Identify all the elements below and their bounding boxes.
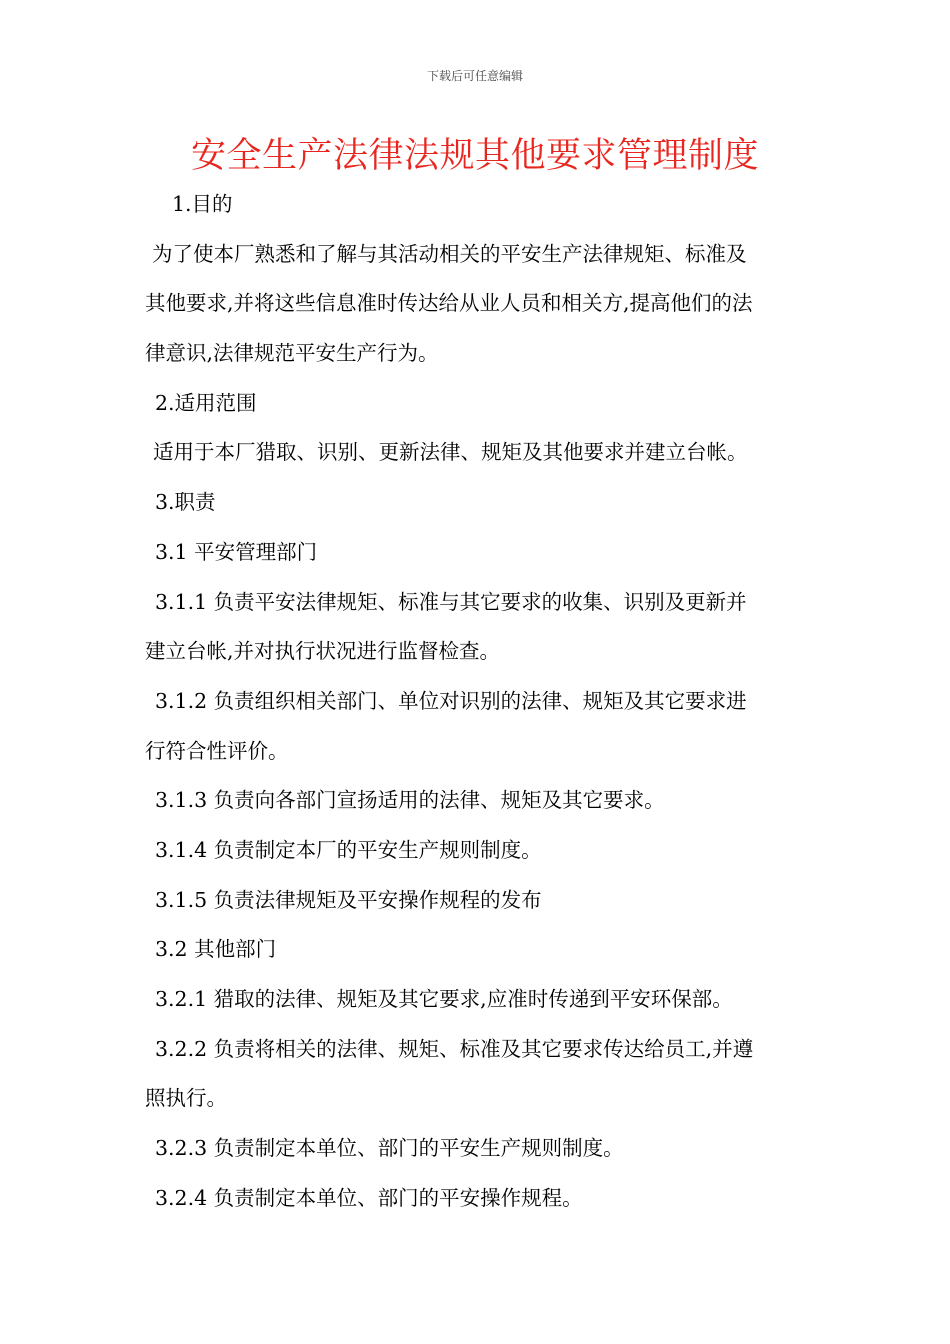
paragraph-line: 为了使本厂熟悉和了解与其活动相关的平安生产法律规矩、标准及 <box>152 241 747 266</box>
list-item: 3.1.3 负责向各部门宣扬适用的法律、规矩及其它要求。 <box>155 788 665 813</box>
paragraph-line: 建立台帐,并对执行状况进行监督检查。 <box>145 639 501 664</box>
section-heading-scope: 2.适用范围 <box>155 390 257 415</box>
list-item: 3.2.3 负责制定本单位、部门的平安生产规则制度。 <box>155 1136 624 1161</box>
section-heading-duties: 3.职责 <box>155 490 216 515</box>
list-item: 3.1.1 负责平安法律规矩、标准与其它要求的收集、识别及更新并 <box>155 589 747 614</box>
list-item: 3.1.2 负责组织相关部门、单位对识别的法律、规矩及其它要求进 <box>155 688 747 713</box>
subsection-heading: 3.1 平安管理部门 <box>155 539 318 564</box>
document-title: 安全生产法律法规其他要求管理制度 <box>190 136 759 176</box>
paragraph-line: 其他要求,并将这些信息准时传达给从业人员和相关方,提高他们的法 <box>145 291 753 316</box>
paragraph-line: 律意识,法律规范平安生产行为。 <box>145 341 439 366</box>
paragraph-line: 适用于本厂猎取、识别、更新法律、规矩及其他要求并建立台帐。 <box>153 440 748 465</box>
section-heading-purpose: 1.目的 <box>172 192 233 216</box>
paragraph-line: 照执行。 <box>145 1086 227 1111</box>
subsection-heading: 3.2 其他部门 <box>155 937 277 962</box>
header-note: 下载后可任意编辑 <box>426 69 523 83</box>
document-body <box>145 180 815 1223</box>
list-item: 3.1.5 负责法律规矩及平安操作规程的发布 <box>155 887 542 912</box>
list-item: 3.1.4 负责制定本厂的平安生产规则制度。 <box>155 837 542 862</box>
paragraph-line: 行符合性评价。 <box>145 738 289 763</box>
list-item: 3.2.4 负责制定本单位、部门的平安操作规程。 <box>155 1185 583 1210</box>
list-item: 3.2.1 猎取的法律、规矩及其它要求,应准时传递到平安环保部。 <box>155 987 733 1011</box>
list-item: 3.2.2 负责将相关的法律、规矩、标准及其它要求传达给员工,并遵 <box>155 1036 754 1061</box>
